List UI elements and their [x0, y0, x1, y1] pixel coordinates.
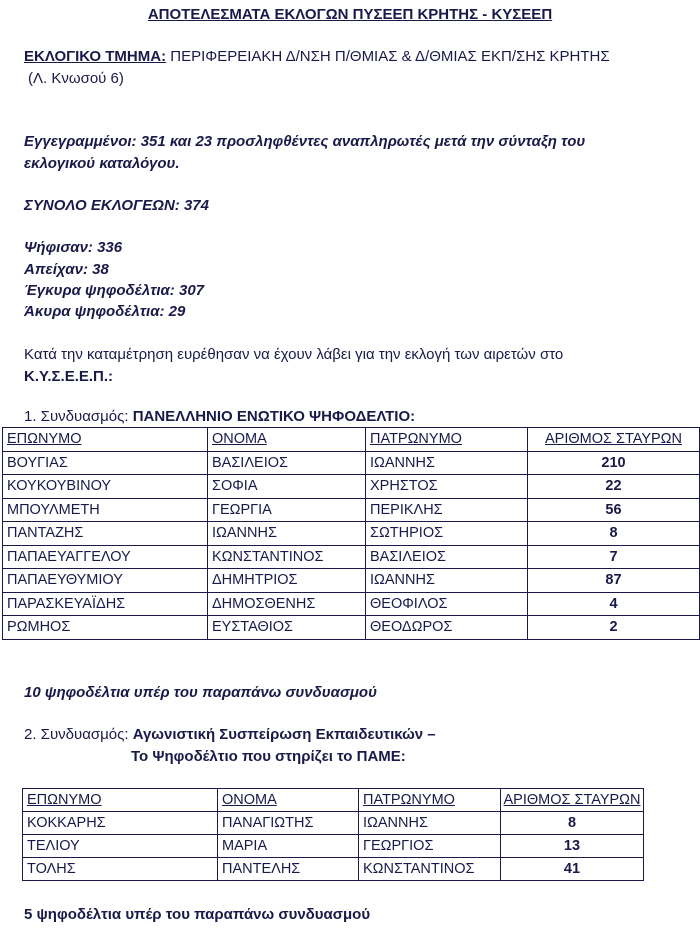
header-name: ΟΝΟΜΑ	[218, 789, 359, 812]
coalition1-heading	[24, 408, 415, 425]
cell-surname: ΜΠΟΥΛΜΕΤΗ	[3, 498, 208, 522]
cell-votes: 210	[528, 451, 700, 475]
cell-votes: 56	[528, 498, 700, 522]
cell-surname: ΠΑΝΤΑΖΗΣ	[3, 522, 208, 546]
page-title: ΑΠΟΤΕΛΕΣΜΑΤΑ ΕΚΛΟΓΩΝ ΠΥΣΕΕΠ ΚΡΗΤΗΣ - ΚΥΣΕΕΠ	[147, 6, 553, 23]
cell-name: ΠΑΝΤΕΛΗΣ	[218, 858, 359, 881]
cell-votes: 2	[528, 616, 700, 640]
table-header-row	[3, 428, 700, 452]
coalition1-ballots-note: 10 ψηφοδέλτια υπέρ του παραπάνω συνδυασμού	[24, 684, 377, 701]
coalition2-name-line-2: Το Ψηφοδέλτιο που στηρίζει το ΠΑΜΕ:	[131, 748, 406, 765]
table-header-row	[23, 789, 644, 812]
cell-name: ΒΑΣΙΛΕΙΟΣ	[208, 451, 366, 475]
cell-name: ΚΩΝΣΤΑΝΤΙΝΟΣ	[208, 545, 366, 569]
cell-surname: ΒΟΥΓΙΑΣ	[3, 451, 208, 475]
stat-invalid: Άκυρα ψηφοδέλτια: 29	[24, 303, 186, 320]
section-line	[24, 48, 610, 65]
section-address: (Λ. Κνωσού 6)	[28, 70, 124, 87]
table-row	[23, 835, 644, 858]
cell-father: ΓΕΩΡΓΙΟΣ	[359, 835, 501, 858]
header-votes: ΑΡΙΘΜΟΣ ΣΤΑΥΡΩΝ	[528, 428, 700, 452]
header-name: ΟΝΟΜΑ	[208, 428, 366, 452]
cell-name: ΠΑΝΑΓΙΩΤΗΣ	[218, 812, 359, 835]
coalition1-prefix: 1. Συνδυασμός:	[24, 408, 133, 425]
header-surname: ΕΠΩΝΥΜΟ	[23, 789, 218, 812]
coalition1-name: ΠΑΝΕΛΛΗΝΙΟ ΕΝΩΤΙΚΟ ΨΗΦΟΔΕΛΤΙΟ:	[132, 408, 416, 425]
coalition2-name-line-1: Αγωνιστική Συσπείρωση Εκπαιδευτικών –	[132, 726, 436, 743]
header-surname: ΕΠΩΝΥΜΟ	[3, 428, 208, 452]
table-row	[3, 569, 700, 593]
cell-father: ΠΕΡΙΚΛΗΣ	[366, 498, 528, 522]
cell-surname: ΠΑΠΑΕΥΘΥΜΙΟΥ	[3, 569, 208, 593]
cell-surname: ΤΕΛΙΟΥ	[23, 835, 218, 858]
cell-surname: ΤΟΛΗΣ	[23, 858, 218, 881]
cell-surname: ΚΟΥΚΟΥΒΙΝΟΥ	[3, 475, 208, 499]
header-father: ΠΑΤΡΩΝΥΜΟ	[359, 789, 501, 812]
coalition2-heading	[24, 726, 436, 743]
table-row	[3, 475, 700, 499]
table-row	[3, 498, 700, 522]
table-row	[3, 451, 700, 475]
registered-line-1: Εγγεγραμμένοι: 351 και 23 προσληφθέντες αναπληρωτές μετά την σύνταξη του	[24, 133, 586, 150]
coalition2-prefix: 2. Συνδυασμός:	[24, 726, 133, 743]
cell-votes: 8	[501, 812, 644, 835]
table-row	[23, 812, 644, 835]
cell-father: ΙΩΑΝΝΗΣ	[359, 812, 501, 835]
section-label: ΕΚΛΟΓΙΚΟ ΤΜΗΜΑ:	[24, 48, 167, 65]
cell-father: ΒΑΣΙΛΕΙΟΣ	[366, 545, 528, 569]
cell-father: ΙΩΑΝΝΗΣ	[366, 451, 528, 475]
cell-votes: 8	[528, 522, 700, 546]
table-row	[3, 592, 700, 616]
header-votes: ΑΡΙΘΜΟΣ ΣΤΑΥΡΩΝ	[501, 789, 644, 812]
cell-votes: 7	[528, 545, 700, 569]
stat-valid: Έγκυρα ψηφοδέλτια: 307	[24, 282, 204, 299]
cell-father: ΙΩΑΝΝΗΣ	[366, 569, 528, 593]
coalition2-ballots-note: 5 ψηφοδέλτια υπέρ του παραπάνω συνδυασμού	[24, 906, 371, 923]
table-row	[23, 858, 644, 881]
cell-surname: ΡΩΜΗΟΣ	[3, 616, 208, 640]
cell-surname: ΠΑΠΑΕΥΑΓΓΕΛΟΥ	[3, 545, 208, 569]
cell-name: ΔΗΜΟΣΘΕΝΗΣ	[208, 592, 366, 616]
cell-father: ΧΡΗΣΤΟΣ	[366, 475, 528, 499]
coalition2-table	[22, 788, 644, 881]
cell-father: ΘΕΟΔΩΡΟΣ	[366, 616, 528, 640]
cell-name: ΙΩΑΝΝΗΣ	[208, 522, 366, 546]
cell-votes: 13	[501, 835, 644, 858]
table-row	[3, 616, 700, 640]
cell-votes: 22	[528, 475, 700, 499]
cell-name: ΔΗΜΗΤΡΙΟΣ	[208, 569, 366, 593]
intro-line-1: Κατά την καταμέτρηση ευρέθησαν να έχουν λάβει για την εκλογή των αιρετών στο	[24, 346, 564, 363]
section-value: ΠΕΡΙΦΕΡΕΙΑΚΗ Δ/ΝΣΗ Π/ΘΜΙΑΣ & Δ/ΘΜΙΑΣ ΕΚΠ/ΣΗΣ ΚΡΗΤΗΣ	[166, 48, 610, 65]
cell-votes: 4	[528, 592, 700, 616]
header-father: ΠΑΤΡΩΝΥΜΟ	[366, 428, 528, 452]
cell-votes: 87	[528, 569, 700, 593]
coalition1-table	[2, 427, 700, 640]
cell-father: ΘΕΟΦΙΛΟΣ	[366, 592, 528, 616]
cell-father: ΚΩΝΣΤΑΝΤΙΝΟΣ	[359, 858, 501, 881]
intro-line-2: Κ.Υ.Σ.Ε.Ε.Π.:	[24, 368, 114, 385]
table-row	[3, 545, 700, 569]
stat-abstained: Απείχαν: 38	[24, 261, 109, 278]
cell-surname: ΠΑΡΑΣΚΕΥΑΪΔΗΣ	[3, 592, 208, 616]
registered-line-2: εκλογικού καταλόγου.	[24, 155, 180, 172]
total-voters: ΣΥΝΟΛΟ ΕΚΛΟΓΕΩΝ: 374	[24, 197, 209, 214]
cell-surname: ΚΟΚΚΑΡΗΣ	[23, 812, 218, 835]
stat-voted: Ψήφισαν: 336	[24, 239, 123, 256]
table-row	[3, 522, 700, 546]
cell-name: ΣΟΦΙΑ	[208, 475, 366, 499]
cell-name: ΜΑΡΙΑ	[218, 835, 359, 858]
cell-votes: 41	[501, 858, 644, 881]
cell-name: ΕΥΣΤΑΘΙΟΣ	[208, 616, 366, 640]
cell-name: ΓΕΩΡΓΙΑ	[208, 498, 366, 522]
cell-father: ΣΩΤΗΡΙΟΣ	[366, 522, 528, 546]
